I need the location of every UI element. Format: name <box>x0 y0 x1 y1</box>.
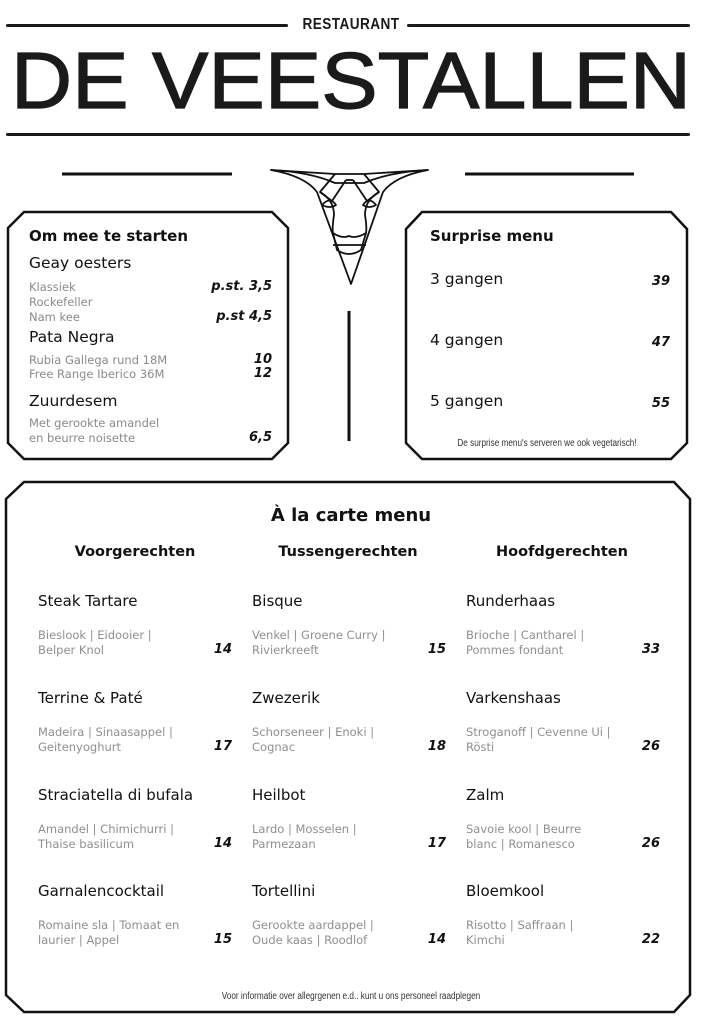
restaurant-label: RESTAURANT <box>302 16 400 33</box>
starter-group-name: Zuurdesem <box>29 392 118 410</box>
dish-name: Varkenshaas <box>466 689 561 707</box>
starter-line: Free Range Iberico 36M <box>29 367 165 381</box>
dish-name: Tortellini <box>252 882 316 900</box>
dish-desc: Bieslook | Eidooier | <box>38 628 152 642</box>
brand-wordmark <box>0 34 702 114</box>
surprise-note: De surprise menu's serveren we ook vegetarisch! <box>457 438 637 449</box>
dish-price: 14 <box>213 836 232 851</box>
dish-desc: Geitenyoghurt <box>38 740 122 754</box>
starter-group-name: Geay oesters <box>29 254 132 272</box>
starter-line: en beurre noisette <box>29 431 136 445</box>
dish-desc: Stroganoff | Cevenne Ui | <box>466 725 611 739</box>
dish-desc: Cognac <box>252 740 296 754</box>
dish-name: Bisque <box>252 592 303 610</box>
surprise-option: 3 gangen <box>430 270 504 288</box>
dish-desc: Pommes fondant <box>466 643 564 657</box>
starter-group-name: Pata Negra <box>29 328 115 346</box>
surprise-price: 39 <box>651 274 670 289</box>
dish-desc: Rivierkreeft <box>252 643 319 657</box>
brand-title: DE VEESTALLEN <box>11 36 691 114</box>
dish-desc: Parmezaan <box>252 837 316 851</box>
carte-title: À la carte menu <box>270 505 432 526</box>
dish-price: 33 <box>641 642 660 657</box>
dish-desc: Amandel | Chimichurri | <box>38 822 174 836</box>
dish-desc: blanc | Romanesco <box>466 837 575 851</box>
dish-price: 26 <box>641 836 660 851</box>
dish-price: 26 <box>641 739 660 754</box>
column-heading-tussengerechten: Tussengerechten <box>278 544 418 560</box>
column-heading-voorgerechten: Voorgerechten <box>74 544 196 560</box>
starter-line: Met gerookte amandel <box>29 416 160 430</box>
surprise-price: 47 <box>651 335 670 350</box>
dish-price: 17 <box>427 836 446 851</box>
starter-price: 10 <box>253 352 272 367</box>
dish-desc: Risotto | Saffraan | <box>466 918 574 932</box>
dish-price: 14 <box>213 642 232 657</box>
dish-price: 17 <box>213 739 232 754</box>
surprise-option: 4 gangen <box>430 331 504 349</box>
dish-price: 18 <box>427 739 446 754</box>
dish-desc: Brioche | Cantharel | <box>466 628 585 642</box>
dish-name: Terrine & Paté <box>38 689 143 707</box>
dish-desc: Thaise basilicum <box>38 837 135 851</box>
dish-desc: Kimchi <box>466 933 505 947</box>
dish-name: Bloemkool <box>466 882 545 900</box>
dish-name: Runderhaas <box>466 592 556 610</box>
starter-price: 6,5 <box>248 430 272 445</box>
dish-name: Zwezerik <box>252 689 320 707</box>
dish-desc: Gerookte aardappel | <box>252 918 374 932</box>
dish-price: 15 <box>427 642 446 657</box>
dish-name: Straciatella di bufala <box>38 786 194 804</box>
dish-desc: Madeira | Sinaasappel | <box>38 725 173 739</box>
dish-desc: Venkel | Groene Curry | <box>252 628 386 642</box>
starter-line: Rockefeller <box>29 295 93 309</box>
dish-desc: Romaine sla | Tomaat en <box>38 918 180 932</box>
dish-desc: Lardo | Mosselen | <box>252 822 357 836</box>
starter-line: Klassiek <box>29 280 76 294</box>
dish-price: 22 <box>641 932 660 947</box>
dish-desc: Rösti <box>466 740 495 754</box>
bull-head-icon <box>271 170 428 284</box>
dish-name: Garnalencocktail <box>38 882 165 900</box>
dish-name: Steak Tartare <box>38 592 138 610</box>
surprise-title: Surprise menu <box>430 227 554 245</box>
dish-price: 14 <box>427 932 446 947</box>
dish-name: Heilbot <box>252 786 306 804</box>
starters-title: Om mee te starten <box>29 227 189 245</box>
dish-desc: Schorseneer | Enoki | <box>252 725 375 739</box>
dish-desc: Oude kaas | Roodlof <box>252 933 368 947</box>
starter-price: p.st. 3,5 <box>211 279 272 294</box>
dish-name: Zalm <box>466 786 505 804</box>
dish-desc: Savoie kool | Beurre <box>466 822 582 836</box>
column-heading-hoofdgerechten: Hoofdgerechten <box>496 544 628 560</box>
allergen-note: Voor informatie over allegrgenen e.d.. kunt u ons personeel raadplegen <box>221 991 481 1002</box>
dish-desc: Belper Knol <box>38 643 104 657</box>
dish-price: 15 <box>213 932 232 947</box>
surprise-option: 5 gangen <box>430 392 504 410</box>
starter-price: p.st 4,5 <box>216 309 272 324</box>
starter-line: Nam kee <box>29 310 80 324</box>
header-rule-bottom <box>6 133 690 136</box>
starter-line: Rubia Gallega rund 18M <box>29 353 168 367</box>
dish-desc: laurier | Appel <box>38 933 120 947</box>
surprise-price: 55 <box>651 396 670 411</box>
starter-price: 12 <box>253 366 272 381</box>
